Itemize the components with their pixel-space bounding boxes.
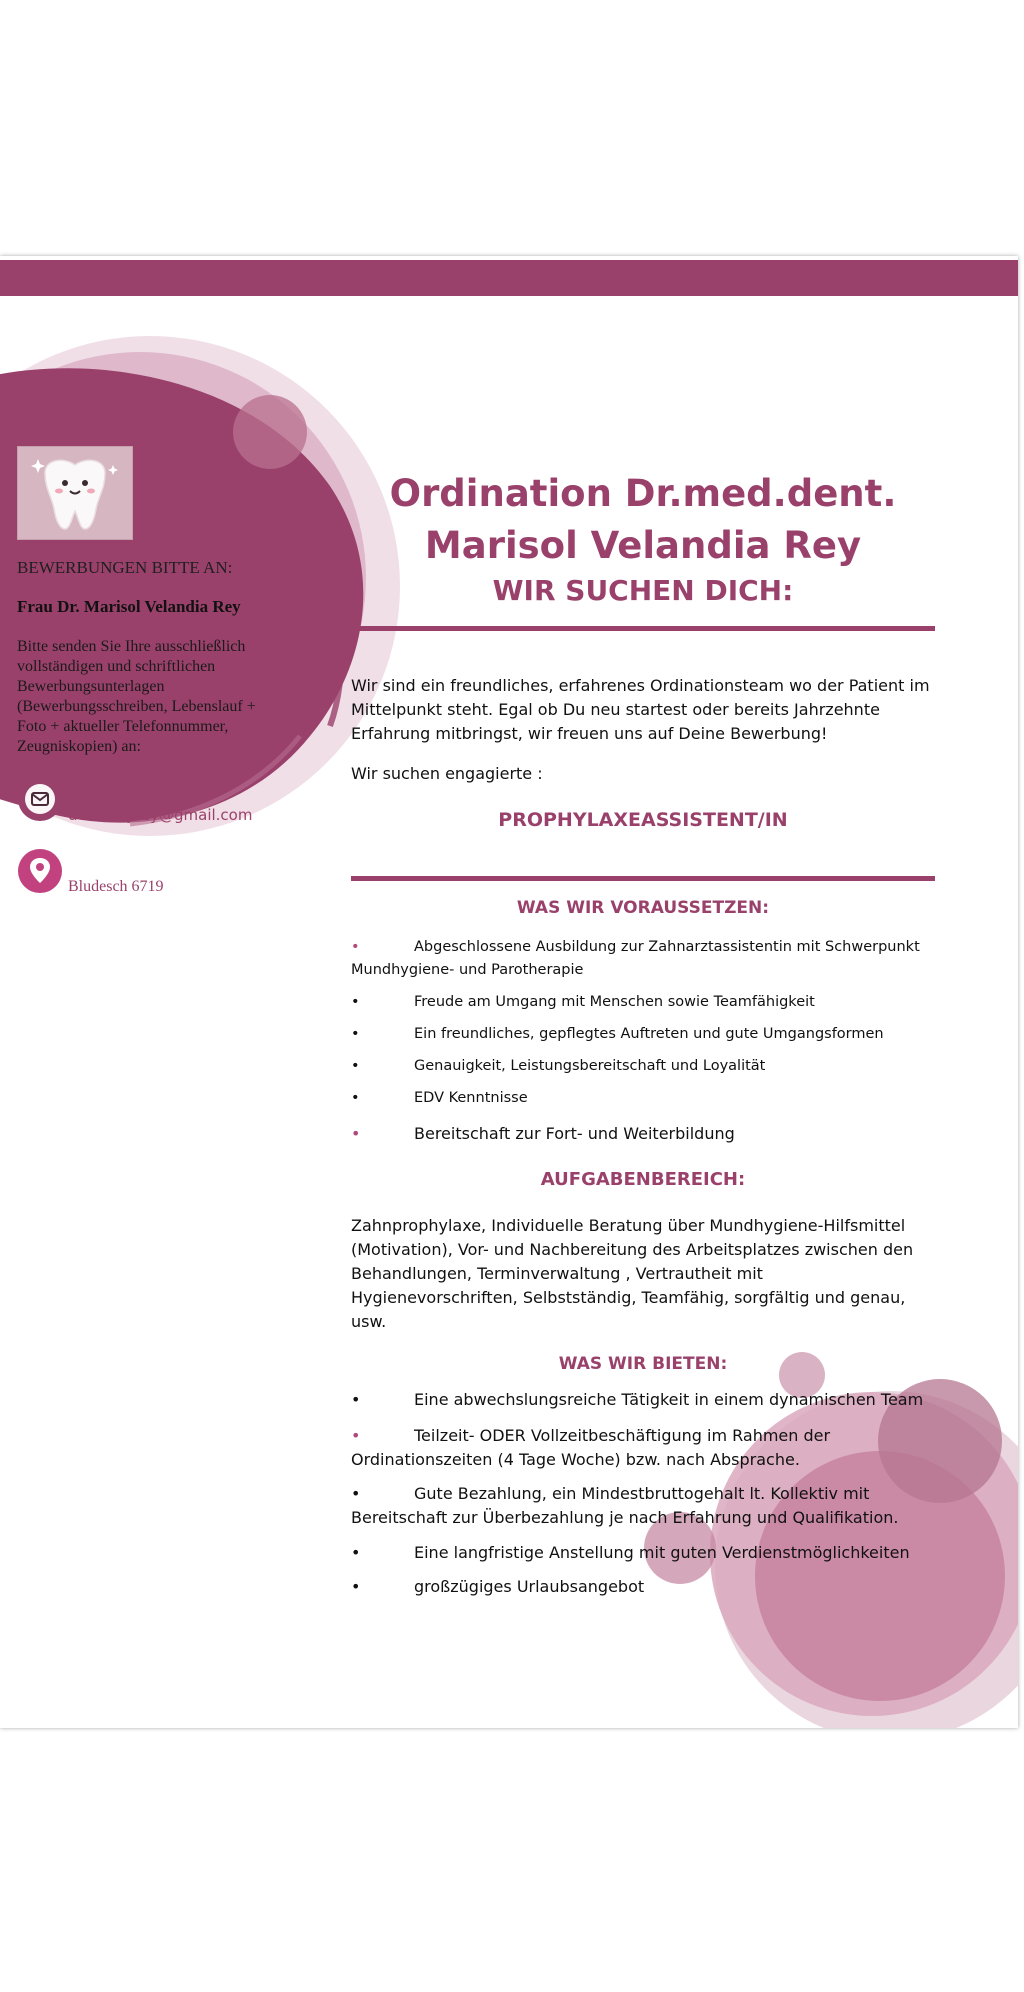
requirement-text: Freude am Umgang mit Menschen sowie Teamfähigkeit bbox=[414, 994, 815, 1010]
list-item bbox=[351, 1541, 935, 1565]
offers-heading: WAS WIR BIETEN: bbox=[558, 1354, 728, 1374]
application-heading: BEWERBUNGEN BITTE AN: bbox=[17, 558, 233, 577]
list-item bbox=[351, 1122, 935, 1145]
list-item bbox=[351, 1087, 935, 1110]
bullet: • bbox=[351, 939, 360, 955]
list-item bbox=[351, 936, 935, 982]
position-title: PROPHYLAXEASSISTENT/IN bbox=[498, 809, 788, 831]
requirement-text: EDV Kenntnisse bbox=[414, 1090, 528, 1106]
tooth-logo bbox=[17, 446, 133, 540]
tasks-heading: AUFGABENBEREICH: bbox=[540, 1169, 746, 1190]
bullet: • bbox=[351, 1484, 361, 1503]
list-item bbox=[351, 1388, 935, 1412]
bullet: • bbox=[351, 1426, 361, 1445]
list-item bbox=[351, 1055, 935, 1078]
requirement-text: Bereitschaft zur Fort- und Weiterbildung bbox=[414, 1124, 735, 1143]
title-line-2: Marisol Velandia Rey bbox=[424, 524, 862, 567]
contact-name: Frau Dr. Marisol Velandia Rey bbox=[17, 597, 241, 616]
application-instructions: Bitte senden Sie Ihre ausschließlich vollständigen und schriftlichen Bewerbungsunterlagen (Bewerbungsschreiben, Lebenslauf + Foto + aktueller Telefonnummer, Zeugniskopien) an: bbox=[17, 638, 256, 755]
bullet: • bbox=[351, 1124, 361, 1143]
location-contact bbox=[17, 848, 337, 894]
bullet: • bbox=[351, 994, 360, 1010]
list-item bbox=[351, 1424, 935, 1472]
requirement-text: Abgeschlossene Ausbildung zur Zahnarztassistentin mit Schwerpunkt Mundhygiene- und Parotherapie bbox=[351, 939, 920, 978]
offer-text: Teilzeit- ODER Vollzeitbeschäftigung im Rahmen der Ordinationszeiten (4 Tage Woche) bzw. nach Absprache. bbox=[351, 1426, 831, 1469]
bullet: • bbox=[351, 1543, 361, 1562]
mail-icon bbox=[17, 776, 63, 822]
list-item bbox=[351, 991, 935, 1014]
tooth-icon bbox=[18, 447, 132, 539]
seek-line: Wir suchen engagierte : bbox=[351, 764, 543, 783]
requirement-text: Ein freundliches, gepflegtes Auftreten und gute Umgangsformen bbox=[414, 1026, 884, 1042]
intro-paragraph: Wir sind ein freundliches, erfahrenes Ordinationsteam wo der Patient im Mittelpunkt steht. Egal ob Du neu startest oder bereits Jahrzehnte Erfahrung mitbringst, wir freuen uns auf Deine Bewerbung! bbox=[351, 676, 930, 743]
email-address[interactable]: dentistryrey@gmail.com bbox=[68, 806, 253, 824]
page-title bbox=[351, 468, 935, 572]
location-text: Bludesch 6719 bbox=[68, 878, 164, 895]
offer-text: großzügiges Urlaubsangebot bbox=[414, 1577, 645, 1596]
location-pin-icon bbox=[17, 848, 63, 894]
title-line-1: Ordination Dr.med.dent. bbox=[389, 472, 897, 515]
divider-top bbox=[351, 626, 935, 631]
offer-text: Gute Bezahlung, ein Mindestbruttogehalt lt. Kollektiv mit Bereitschaft zur Überbezahlung je nach Erfahrung und Qualifikation. bbox=[351, 1484, 899, 1527]
offer-text: Eine abwechslungsreiche Tätigkeit in einem dynamischen Team bbox=[414, 1390, 924, 1409]
bullet: • bbox=[351, 1390, 361, 1409]
offer-text: Eine langfristige Anstellung mit guten Verdienstmöglichkeiten bbox=[414, 1543, 910, 1562]
divider-middle bbox=[351, 876, 935, 881]
requirement-text: Genauigkeit, Leistungsbereitschaft und Loyalität bbox=[414, 1058, 766, 1074]
sidebar bbox=[0, 256, 340, 956]
job-posting-page bbox=[0, 256, 1018, 1728]
email-contact bbox=[17, 776, 337, 822]
tasks-paragraph: Zahnprophylaxe, Individuelle Beratung über Mundhygiene-Hilfsmittel (Motivation), Vor- und Nachbereitung des Arbeitsplatzes zwischen den Behandlungen, Terminverwaltung , Vertrautheit mit Hygienevorschriften, Selbstständig, Teamfähig, sorgfältig und genau, usw. bbox=[351, 1216, 914, 1331]
list-item bbox=[351, 1482, 935, 1530]
page-subtitle: WIR SUCHEN DICH: bbox=[492, 574, 794, 607]
bullet: • bbox=[351, 1058, 360, 1074]
bullet: • bbox=[351, 1577, 361, 1596]
bullet: • bbox=[351, 1026, 360, 1042]
bullet: • bbox=[351, 1090, 360, 1106]
requirements-heading: WAS WIR VORAUSSETZEN: bbox=[516, 898, 770, 918]
list-item bbox=[351, 1575, 935, 1599]
list-item bbox=[351, 1023, 935, 1046]
